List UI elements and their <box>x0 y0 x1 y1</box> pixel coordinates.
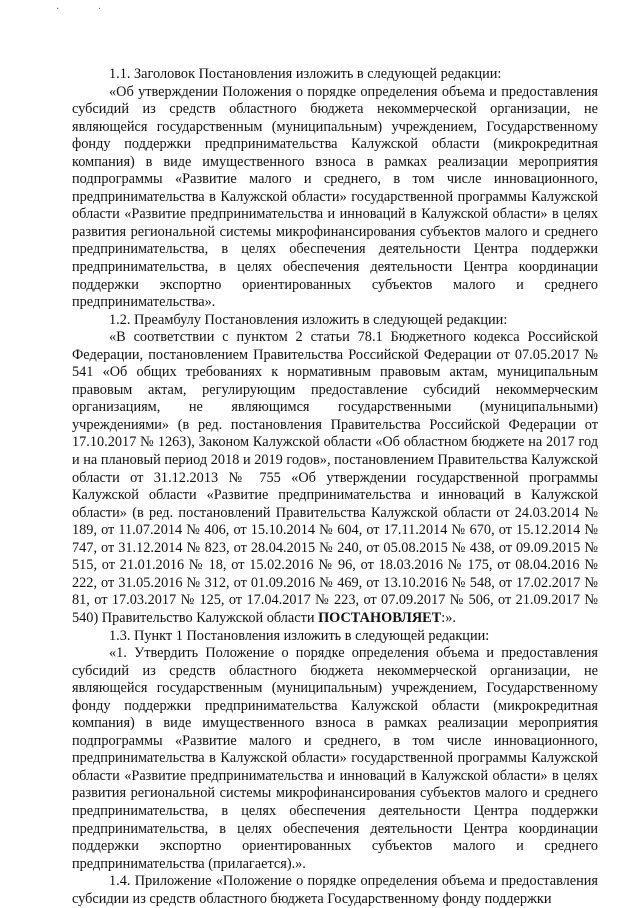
scan-marks: · · <box>56 4 120 15</box>
paragraph-1-3: 1.3. Пункт 1 Постановления изложить в следующей редакции: <box>109 627 490 644</box>
preamble-main-text: «В соответствии с пунктом 2 статьи 78.1 Бюджетного кодекса Российской Федерации, постановлением Правительства Российской Федерации от 07.05.2017 № 541 «Об общих требованиях к нормативным правовым актам, муниципальным правовым актам, регулирующим предоставление субсидий некоммерческим организациям, не являющимся государственными (муниципальными) учреждениями» (в ред. постановления Правительства Российской Федерации от 17.10.2017 № 1263), Законом Калужской области «Об областном бюджете на 2017 год и на плановый период 2018 и 2019 годов», постановлением Правительства Калужской области от 31.12.2013 № 755 «Об утверждении государственной программы Калужской области «Развитие предпринимательства и инноваций в Калужской области» (в ред. постановлений Правительства Калужской области от 24.03.2014 № 189, от 11.07.2014 № 406, от 15.10.2014 № 604, от 17.11.2014 № 670, от 15.12.2014 № 747, от 31.12.2014 № 823, от 28.04.2015 № 240, от 05.08.2015 № 438, от 09.09.2015 № 515, от 21.01.2016 № 18, от 15.02.2016 № 96, от 18.03.2016 № 175, от 08.04.2016 № 222, от 31.05.2016 № 312, от 01.09.2016 № 469, от 13.10.2016 № 548, от 17.02.2017 № 81, от 17.03.2017 № 125, от 17.04.2017 № 223, от 07.09.2017 № 506, от 21.09.2017 № 540) Правительство Калужской области <box>72 329 598 626</box>
paragraph-1-2: 1.2. Преамбулу Постановления изложить в следующей редакции: <box>109 311 508 328</box>
paragraph-1-4: 1.4. Приложение «Положение о порядке определения объема и предоставления субсидии из средств областного бюджета Государственному фонду поддержки <box>72 873 598 907</box>
paragraph-point-1-text: «1. Утвердить Положение о порядке определения объема и предоставления субсидий из средств областного бюджета некоммерческой организации, не являющейся государственным (муниципальным) учреждением, Государственному фонду поддержки предпринимательства Калужской области (микрокредитная компания) в виде имущественного взноса в рамках реализации мероприятия подпрограммы «Развитие малого и среднего, в том числе инновационного, предпринимательства в Калужской области» государственной программы Калужской области «Развитие предпринимательства и инноваций в Калужской области» в целях развития региональной системы микрофинансирования субъектов малого и среднего предпринимательства, в целях обеспечения деятельности Центра поддержки предпринимательства, в целях обеспечения деятельности Центра координации поддержки экспортно ориентированных субъектов малого и среднего предпринимательства (прилагается).». <box>72 645 598 872</box>
paragraph-1-1: 1.1. Заголовок Постановления изложить в следующей редакции: <box>109 66 502 82</box>
preamble-bold-word: ПОСТАНОВЛЯЕТ <box>318 609 442 626</box>
preamble-closing: :». <box>441 609 456 626</box>
paragraph-preamble-text <box>72 329 598 627</box>
paragraph-title-text: «Об утверждении Положения о порядке определения объема и предоставления субсидий из средств областного бюджета некоммерческой организации, не являющейся государственным (муниципальным) учреждением, Государственному фонду поддержки предпринимательства Калужской области (микрокредитная компания) в виде имущественного взноса в рамках реализации мероприятия подпрограммы «Развитие малого и среднего, в том числе инновационного, предпринимательства в Калужской области» государственной программы Калужской области «Развитие предпринимательства и инноваций в Калужской области» в целях развития региональной системы микрофинансирования субъектов малого и среднего предпринимательства, в целях обеспечения деятельности Центра поддержки предпринимательства, в целях обеспечения деятельности Центра координации поддержки экспортно ориентированных субъектов малого и среднего предпринимательства». <box>72 83 598 311</box>
